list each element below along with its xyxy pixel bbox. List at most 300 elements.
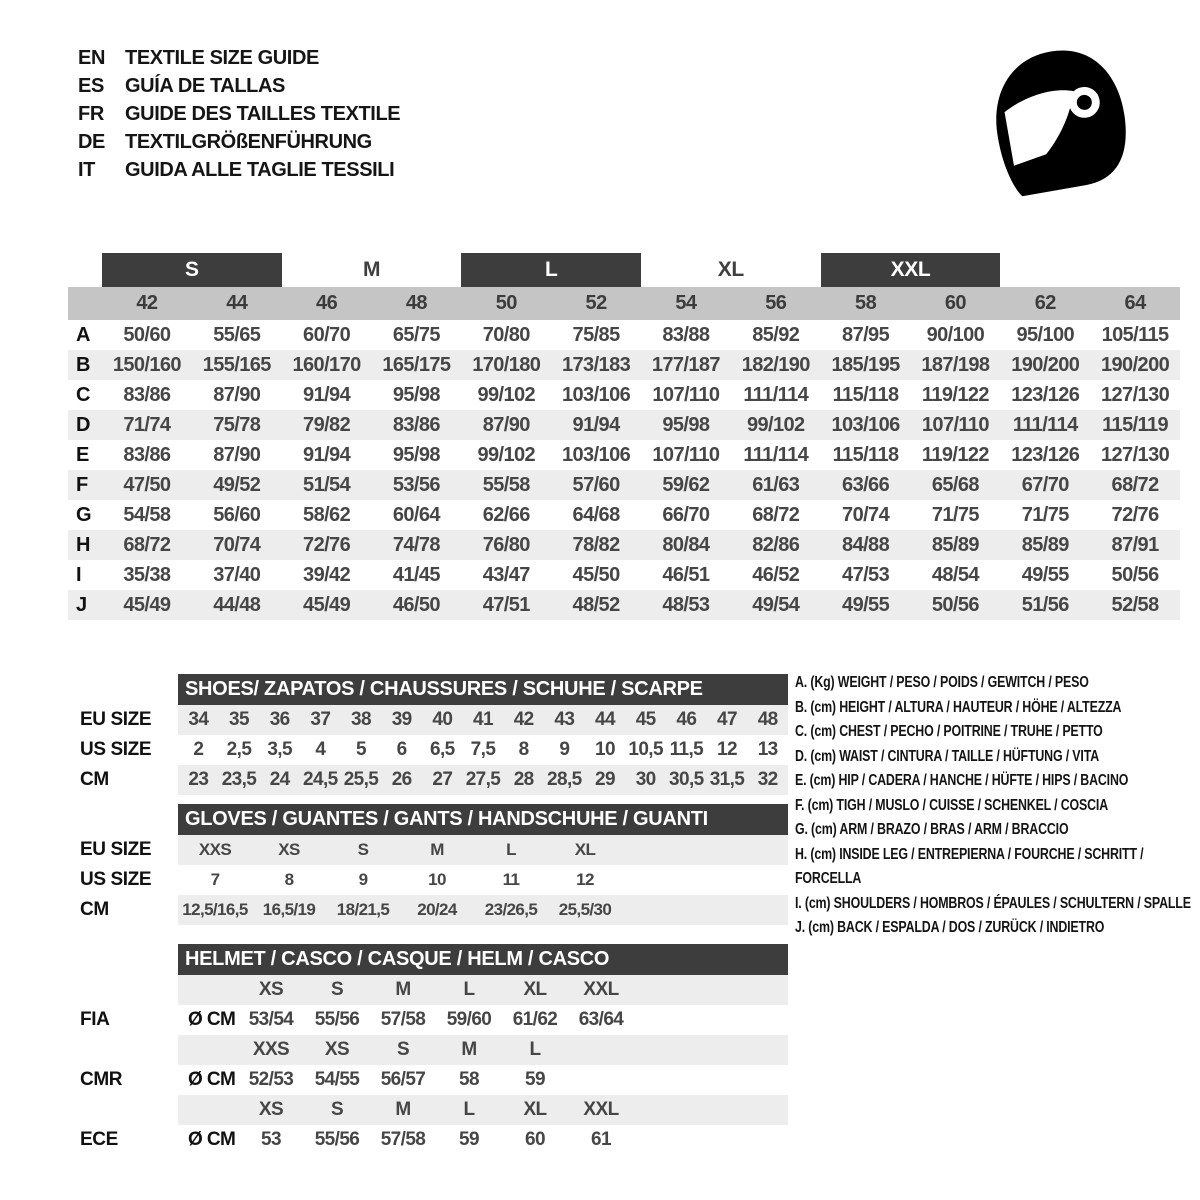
measurement-value: 95/98 — [392, 443, 440, 466]
measurement-value: 66/70 — [662, 503, 710, 526]
shoes-value: 34 — [188, 709, 209, 730]
helmet-size-header: M — [461, 1039, 477, 1060]
shoes-value: 40 — [432, 709, 453, 730]
helmet-value: 61 — [591, 1129, 611, 1150]
measurement-value: 111/114 — [743, 383, 809, 406]
shoes-value: 7,5 — [470, 739, 496, 760]
row-letter: E — [76, 443, 89, 466]
measurement-value: 71/74 — [123, 413, 171, 436]
legend-item: H. (cm) INSIDE LEG / ENTREPIERNA / FOURCHE / SCHRITT / FORCELLA — [795, 845, 1144, 887]
measurement-value: 78/82 — [572, 533, 620, 556]
helmet-value: 55/56 — [314, 1129, 360, 1150]
measurement-value: 87/95 — [842, 323, 890, 346]
gloves-value: XXS — [198, 840, 232, 859]
measurement-row — [68, 350, 1180, 380]
measurement-value: 103/106 — [831, 413, 900, 436]
size-group-header: XL — [717, 258, 744, 281]
helmet-value: 60 — [525, 1129, 545, 1150]
gloves-values — [178, 895, 788, 925]
measurement-value: 47/51 — [482, 593, 530, 616]
helmet-unit: Ø CM — [188, 1069, 236, 1090]
helmet-value: 53/54 — [248, 1009, 294, 1030]
helmet-value-row — [68, 1125, 788, 1155]
spacer — [68, 804, 178, 835]
gloves-value: 9 — [358, 870, 368, 889]
helmet-value: 57/58 — [380, 1129, 426, 1150]
gloves-values — [178, 835, 788, 865]
helmet-value: 61/62 — [512, 1009, 558, 1030]
shoes-value: 28 — [513, 769, 534, 790]
language-row — [78, 128, 400, 156]
language-code: ES — [78, 74, 104, 97]
measurement-value: 49/55 — [842, 593, 890, 616]
shoes-value: 29 — [595, 769, 615, 790]
shoes-values — [178, 735, 788, 765]
shoes-value: 47 — [717, 709, 737, 730]
legend-item: C. (cm) CHEST / PECHO / POITRINE / TRUHE / PETTO — [795, 723, 1103, 740]
shoes-value: 6 — [396, 739, 407, 760]
measurement-value: 115/119 — [1102, 413, 1169, 436]
measurement-value: 45/49 — [123, 593, 171, 616]
measurement-value: 59/62 — [662, 473, 710, 496]
measurement-value: 127/130 — [1101, 383, 1170, 406]
measurement-value: 127/130 — [1101, 443, 1170, 466]
legend-item: F. (cm) TIGH / MUSLO / CUISSE / SCHENKEL / COSCIA — [795, 796, 1108, 814]
measurement-value: 85/92 — [752, 323, 800, 346]
measurement-value: 51/56 — [1021, 593, 1069, 616]
shoes-title-row — [68, 674, 788, 705]
measurement-value: 50/60 — [123, 323, 171, 346]
helmet-size-header: XL — [523, 979, 547, 1000]
language-code: IT — [78, 158, 95, 181]
measurement-row — [68, 380, 1180, 410]
size-column-header: 62 — [1034, 292, 1056, 314]
size-group-header-row — [68, 253, 1180, 287]
measurement-value: 55/58 — [482, 473, 530, 496]
helmet-size-header: XXL — [583, 1099, 619, 1120]
measurement-value: 87/91 — [1111, 533, 1159, 556]
language-row — [78, 100, 400, 128]
measurement-value: 95/98 — [392, 383, 440, 406]
measurement-value: 87/90 — [213, 383, 261, 406]
measurement-value: 46/50 — [392, 593, 440, 616]
measurement-value: 170/180 — [472, 353, 541, 376]
shoes-value: 10 — [595, 739, 615, 760]
measurement-value: 57/60 — [572, 473, 620, 496]
measurement-value: 123/126 — [1011, 443, 1080, 466]
shoes-value: 23 — [188, 769, 209, 790]
helmet-standard-name: ECE — [80, 1129, 118, 1150]
language-code: FR — [78, 102, 104, 125]
shoes-row — [68, 765, 788, 795]
spacer — [68, 975, 178, 1005]
gloves-value: 20/24 — [417, 900, 457, 919]
shoes-value: 24,5 — [303, 769, 338, 790]
measurement-value: 111/114 — [743, 443, 809, 466]
measurement-value: 70/74 — [842, 503, 890, 526]
measurement-value: 83/88 — [662, 323, 710, 346]
shoes-value: 25,5 — [343, 769, 379, 790]
helmet-size-header: M — [395, 979, 411, 1000]
measurement-value: 80/84 — [662, 533, 710, 556]
language-title: GUÍA DE TALLAS — [125, 74, 285, 97]
measurement-value: 70/74 — [213, 533, 261, 556]
gloves-title-bar: GLOVES / GUANTES / GANTS / HANDSCHUHE / GUANTI — [178, 804, 788, 835]
shoes-value: 11,5 — [669, 739, 704, 760]
measurement-value: 99/102 — [477, 383, 536, 406]
helmet-size-header: XS — [258, 979, 284, 1000]
size-group-header: L — [461, 253, 641, 287]
measurement-value: 50/56 — [1111, 563, 1159, 586]
shoes-value: 39 — [391, 709, 412, 730]
measurement-value: 48/52 — [572, 593, 620, 616]
legend-item: E. (cm) HIP / CADERA / HANCHE / HÜFTE / HIPS / BACINO — [795, 772, 1129, 789]
row-label: EU SIZE — [80, 839, 152, 860]
size-column-header: 64 — [1124, 292, 1146, 314]
measurement-value: 150/160 — [112, 353, 181, 376]
gloves-row — [68, 895, 788, 925]
size-column-header: 56 — [765, 292, 787, 314]
gloves-value: 10 — [428, 870, 446, 889]
measurement-value: 90/100 — [926, 323, 985, 346]
shoes-value: 42 — [513, 709, 534, 730]
helmet-size-header: S — [396, 1039, 410, 1060]
shoes-value: 31,5 — [709, 769, 745, 790]
helmet-value: 56/57 — [380, 1069, 426, 1090]
measurement-legend — [795, 671, 1195, 941]
measurement-value: 68/72 — [752, 503, 800, 526]
spacer — [68, 674, 178, 705]
language-title: TEXTILE SIZE GUIDE — [125, 46, 319, 69]
gloves-value: 25,5/30 — [558, 900, 612, 919]
measurement-value: 165/175 — [382, 353, 451, 376]
helmet-size-header-row — [68, 1095, 788, 1125]
helmet-value: 58 — [459, 1069, 479, 1090]
measurement-value: 103/106 — [562, 443, 631, 466]
row-label: US SIZE — [80, 869, 152, 890]
size-column-header: 44 — [226, 292, 248, 314]
measurement-value: 35/38 — [123, 563, 171, 586]
helmet-size-header-row — [68, 1035, 788, 1065]
spacer — [68, 1095, 178, 1125]
size-column-header: 60 — [944, 292, 966, 314]
measurement-value: 75/78 — [213, 413, 261, 436]
measurement-value: 91/94 — [303, 383, 351, 406]
measurement-value: 65/75 — [392, 323, 440, 346]
shoes-value: 10,5 — [628, 739, 663, 760]
measurement-value: 50/56 — [931, 593, 979, 616]
helmet-title-row — [68, 944, 788, 975]
measurement-value: 43/47 — [482, 563, 530, 586]
measurement-value: 44/48 — [213, 593, 261, 616]
size-column-header: 42 — [136, 292, 158, 314]
shoes-row — [68, 735, 788, 765]
legend-item: B. (cm) HEIGHT / ALTURA / HAUTEUR / HÖHE / ALTEZZA — [795, 698, 1122, 716]
row-label: EU SIZE — [80, 709, 152, 730]
gloves-value: 8 — [284, 870, 294, 889]
shoes-value: 28,5 — [547, 769, 582, 790]
shoes-values — [178, 765, 788, 795]
measurement-value: 91/94 — [572, 413, 620, 436]
helmet-values — [178, 1065, 788, 1095]
corner-spacer — [68, 287, 102, 320]
measurement-value: 62/66 — [482, 503, 530, 526]
gloves-row — [68, 865, 788, 895]
shoes-value: 38 — [351, 709, 371, 730]
gloves-value: 11 — [502, 870, 520, 889]
measurement-value: 107/110 — [921, 413, 989, 436]
measurement-value: 63/66 — [842, 473, 890, 496]
measurement-row — [68, 320, 1180, 350]
gloves-values — [178, 865, 788, 895]
shoes-value: 44 — [595, 709, 615, 730]
measurement-value: 48/53 — [662, 593, 710, 616]
measurement-value: 48/54 — [931, 563, 979, 586]
measurement-value: 71/75 — [931, 503, 979, 526]
shoes-value: 12 — [717, 739, 737, 760]
shoes-value: 5 — [356, 739, 366, 760]
shoes-value: 27 — [432, 769, 453, 790]
measurement-value: 54/58 — [123, 503, 171, 526]
measurement-value: 99/102 — [477, 443, 536, 466]
helmet-value: 52/53 — [248, 1069, 294, 1090]
measurement-value: 190/200 — [1011, 353, 1080, 376]
language-title: GUIDE DES TAILLES TEXTILE — [125, 102, 401, 125]
shoes-value: 6,5 — [430, 739, 455, 760]
gloves-value: L — [506, 840, 516, 859]
measurement-value: 64/68 — [572, 503, 620, 526]
measurement-value: 45/49 — [303, 593, 351, 616]
measurement-value: 83/86 — [123, 383, 171, 406]
measurement-value: 95/100 — [1016, 323, 1075, 346]
helmet-unit: Ø CM — [188, 1009, 236, 1030]
helmet-value: 59 — [459, 1129, 479, 1150]
size-column-header: 46 — [316, 292, 338, 314]
measurement-value: 95/98 — [662, 413, 710, 436]
measurement-rows — [68, 320, 1180, 620]
row-letter: F — [76, 473, 88, 496]
gloves-value: 12,5/16,5 — [182, 900, 248, 919]
measurement-value: 87/90 — [482, 413, 530, 436]
measurement-value: 177/187 — [651, 353, 720, 376]
shoes-row — [68, 705, 788, 735]
shoes-value: 45 — [635, 709, 656, 730]
helmet-size-header: XXS — [252, 1039, 290, 1060]
row-letter: A — [76, 323, 90, 346]
size-group-header: S — [102, 253, 282, 287]
spacer — [68, 1035, 178, 1065]
language-row — [78, 44, 400, 72]
measurement-value: 65/68 — [931, 473, 979, 496]
measurement-value: 187/198 — [921, 353, 990, 376]
measurement-value: 46/51 — [662, 563, 710, 586]
helmet-unit: Ø CM — [188, 1129, 236, 1150]
measurement-value: 107/110 — [652, 383, 720, 406]
measurement-value: 111/114 — [1012, 413, 1078, 436]
spacer — [68, 944, 178, 975]
measurement-value: 76/80 — [482, 533, 530, 556]
language-title: TEXTILGRÖßENFÜHRUNG — [125, 130, 372, 153]
helmet-table — [68, 944, 788, 1155]
measurement-value: 103/106 — [562, 383, 631, 406]
size-column-header: 50 — [495, 292, 517, 314]
legend-item: D. (cm) WAIST / CINTURA / TAILLE / HÜFTUNG / VITA — [795, 747, 1099, 765]
helmet-size-header: L — [463, 1099, 475, 1120]
gloves-value: XL — [574, 840, 596, 859]
measurement-value: 123/126 — [1011, 383, 1080, 406]
gloves-title-row — [68, 804, 788, 835]
shoes-value: 27,5 — [465, 769, 501, 790]
measurement-value: 99/102 — [746, 413, 805, 436]
measurement-value: 55/65 — [213, 323, 261, 346]
measurement-value: 85/89 — [931, 533, 979, 556]
measurement-value: 119/122 — [921, 443, 989, 466]
measurement-value: 67/70 — [1021, 473, 1069, 496]
shoes-value: 2 — [193, 739, 204, 760]
shoes-value: 35 — [229, 709, 249, 730]
helmet-size-header: S — [330, 979, 344, 1000]
measurement-value: 61/63 — [752, 473, 800, 496]
measurement-value: 83/86 — [392, 413, 440, 436]
measurement-value: 60/70 — [303, 323, 351, 346]
measurement-value: 56/60 — [213, 503, 261, 526]
shoes-value: 3,5 — [267, 739, 292, 760]
shoes-value: 8 — [518, 739, 529, 760]
row-letter: C — [76, 383, 90, 406]
shoes-value: 24 — [269, 769, 290, 790]
measurement-value: 75/85 — [572, 323, 620, 346]
measurement-value: 58/62 — [303, 503, 351, 526]
measurement-value: 49/55 — [1021, 563, 1069, 586]
measurement-value: 115/118 — [832, 443, 899, 466]
size-group-header: XXL — [821, 253, 1001, 287]
row-label: US SIZE — [80, 739, 152, 760]
row-letter: B — [76, 353, 90, 376]
measurement-value: 155/165 — [202, 353, 271, 376]
measurement-value: 115/118 — [832, 383, 899, 406]
measurement-value: 79/82 — [303, 413, 351, 436]
row-label: CM — [80, 769, 109, 790]
measurement-row — [68, 470, 1180, 500]
helmet-size-header: L — [463, 979, 475, 1000]
helmet-value: 54/55 — [314, 1069, 360, 1090]
measurement-value: 87/90 — [213, 443, 261, 466]
measurement-value: 41/45 — [392, 563, 440, 586]
size-group-header: M — [362, 258, 381, 281]
gloves-value: 16,5/19 — [262, 900, 316, 919]
gloves-value: 7 — [210, 870, 220, 889]
shoes-value: 48 — [757, 709, 778, 730]
row-label: CM — [80, 899, 109, 920]
legend-item: G. (cm) ARM / BRAZO / BRAS / ARM / BRACCIO — [795, 821, 1069, 838]
helmet-standard-name: CMR — [80, 1069, 123, 1090]
legend-item: I. (cm) SHOULDERS / HOMBROS / ÉPAULES / SCHULTERN / SPALLE — [795, 894, 1191, 912]
helmet-standard-name: FIA — [80, 1009, 110, 1030]
helmet-size-header: XS — [258, 1099, 284, 1120]
shoes-value: 13 — [757, 739, 778, 760]
measurement-value: 49/54 — [752, 593, 800, 616]
gloves-value: S — [357, 840, 369, 859]
language-code: EN — [78, 46, 105, 69]
helmet-value: 53 — [261, 1129, 281, 1150]
gloves-value: 23/26,5 — [484, 900, 538, 919]
gloves-value: XS — [278, 840, 300, 859]
measurement-value: 84/88 — [842, 533, 890, 556]
measurement-value: 119/122 — [921, 383, 989, 406]
measurement-row — [68, 530, 1180, 560]
measurement-value: 51/54 — [303, 473, 351, 496]
row-letter: H — [76, 533, 90, 556]
helmet-sizes — [178, 1095, 788, 1125]
measurement-value: 47/50 — [123, 473, 171, 496]
shoes-value: 30,5 — [669, 769, 704, 790]
size-column-header: 54 — [675, 292, 697, 314]
helmet-size-header-row — [68, 975, 788, 1005]
row-letter: J — [76, 593, 87, 616]
measurement-value: 72/76 — [303, 533, 351, 556]
size-number-band — [68, 287, 1180, 320]
measurement-value: 47/53 — [842, 563, 890, 586]
helmet-size-header: XL — [523, 1099, 547, 1120]
language-row — [78, 72, 400, 100]
shoes-value: 43 — [554, 709, 575, 730]
shoes-value: 2,5 — [226, 739, 252, 760]
shoes-value: 9 — [559, 739, 570, 760]
measurement-value: 105/115 — [1101, 323, 1169, 346]
language-list — [78, 44, 400, 184]
helmet-value: 59 — [525, 1069, 545, 1090]
measurement-value: 173/183 — [562, 353, 631, 376]
measurement-value: 53/56 — [392, 473, 440, 496]
measurement-row — [68, 590, 1180, 620]
helmet-sizes — [178, 975, 788, 1005]
gloves-table — [68, 804, 788, 925]
measurement-value: 160/170 — [292, 353, 361, 376]
legend-item: A. (Kg) WEIGHT / PESO / POIDS / GEWITCH / PESO — [795, 674, 1089, 691]
helmet-size-header: XXL — [583, 979, 619, 1000]
measurement-value: 37/40 — [213, 563, 261, 586]
measurement-value: 74/78 — [392, 533, 440, 556]
helmet-size-header: XS — [324, 1039, 350, 1060]
measurement-row — [68, 410, 1180, 440]
measurement-value: 182/190 — [741, 353, 810, 376]
shoes-value: 41 — [473, 709, 493, 730]
measurement-value: 71/75 — [1021, 503, 1069, 526]
helmet-values — [178, 1005, 788, 1035]
language-row — [78, 156, 400, 184]
shoes-values — [178, 705, 788, 735]
helmet-value: 57/58 — [380, 1009, 426, 1030]
shoes-value: 37 — [310, 709, 331, 730]
helmet-value: 59/60 — [446, 1009, 492, 1030]
helmet-size-header: S — [330, 1099, 344, 1120]
row-letter: I — [76, 563, 81, 586]
measurement-value: 68/72 — [123, 533, 171, 556]
measurement-value: 85/89 — [1021, 533, 1069, 556]
helmet-size-header: L — [529, 1039, 541, 1060]
measurement-value: 39/42 — [303, 563, 351, 586]
measurement-value: 45/50 — [572, 563, 620, 586]
helmet-value-row — [68, 1065, 788, 1095]
helmet-value-row — [68, 1005, 788, 1035]
measurement-value: 49/52 — [213, 473, 261, 496]
shoes-value: 30 — [635, 769, 656, 790]
measurement-row — [68, 560, 1180, 590]
measurement-value: 68/72 — [1111, 473, 1159, 496]
gloves-row — [68, 835, 788, 865]
measurement-value: 52/58 — [1111, 593, 1159, 616]
shoes-title-bar: SHOES/ ZAPATOS / CHAUSSURES / SCHUHE / SCARPE — [178, 674, 788, 705]
